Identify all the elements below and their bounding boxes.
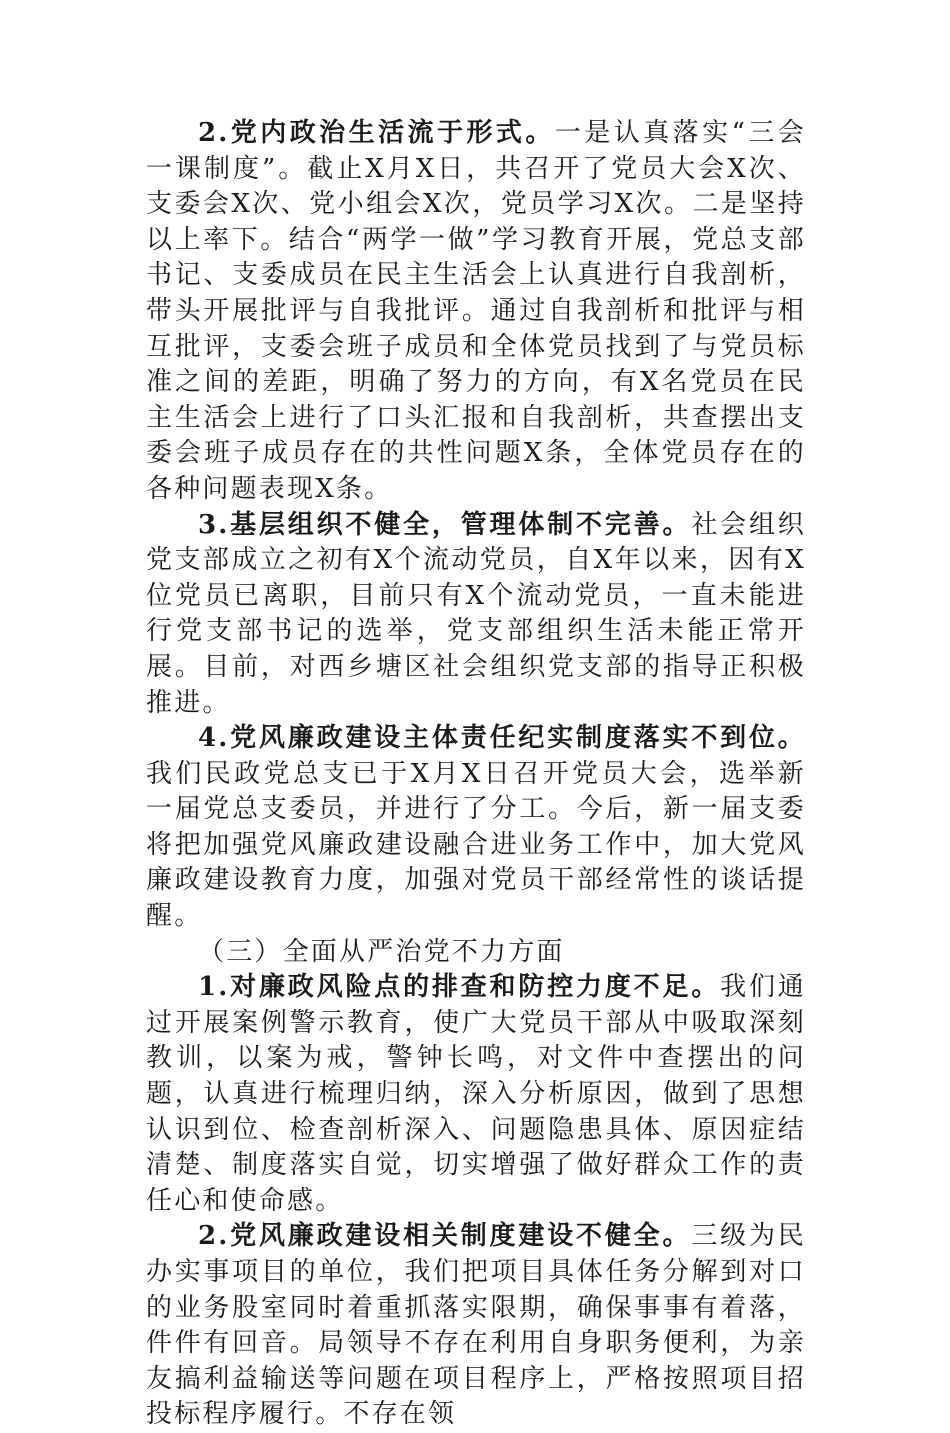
paragraph-lead: 1.对廉政风险点的排查和防控力度不足。	[198, 972, 721, 1003]
paragraph-text: 我们通过开展案例警示教育，使广大党员干部从中吸取深刻教训，以案为戒，警钟长鸣，对文件中查摆出的问题，认真进行梳理归纳，深入分析原因，做到了思想认识到位、检查剖析深入、问题隐患具体、原因症结清楚、制度落实自觉，切实增强了做好群众工作的责任心和使命感。	[146, 972, 806, 1216]
paragraph-system-construction	[146, 1219, 806, 1433]
paragraph-lead: 4.党风廉政建设主体责任纪实制度落实不到位。	[198, 723, 806, 754]
paragraph-text: 三级为民办实事项目的单位，我们把项目具体任务分解到对口的业务股室同时着重抓落实限期，确保事事有着落，件件有回音。局领导不存在利用自身职务便利，为亲友搞利益输送等问题在项目程序上，严格按照项目招投标程序履行。不存在领	[146, 1221, 806, 1430]
section-heading: （三）全面从严治党不力方面	[198, 936, 565, 967]
paragraph-party-political-life	[146, 116, 806, 508]
paragraph-integrity-responsibility	[146, 721, 806, 935]
paragraph-lead: 3.基层组织不健全，管理体制不完善。	[198, 509, 692, 540]
paragraph-lead: 2.党风廉政建设相关制度建设不健全。	[198, 1221, 692, 1252]
paragraph-text: 社会组织党支部成立之初有X个流动党员，自X年以来，因有X位党员已离职，目前只有X个流动党员，一直未能进行党支部书记的选举，党支部组织生活未能正常开展。目前，对西乡塘区社会组织党支部的指导正积极推进。	[146, 509, 806, 718]
paragraph-lead: 2.党内政治生活流于形式。	[198, 118, 555, 148]
paragraph-text: 一是认真落实“三会一课制度”。截止X月X日，共召开了党员大会X次、支委会X次、党小组会X次，党员学习X次。二是坚持以上率下。结合“两学一做”学习教育开展，党总支部书记、支委成员在民主生活会上认真进行自我剖析，带头开展批评与自我批评。通过自我剖析和批评与相互批评，支委会班子成员和全体党员找到了与党员标准之间的差距，明确了努力的方向，有X名党员在民主生活会上进行了口头汇报和自我剖析，共查摆出支委会班子成员存在的共性问题X条，全体党员存在的各种问题表现X条。	[146, 118, 806, 504]
paragraph-grassroots-organization	[146, 508, 806, 722]
paragraph-risk-control	[146, 970, 806, 1219]
document-body	[146, 116, 806, 1433]
paragraph-text: 我们民政党总支已于X月X日召开党员大会，选举新一届党总支委员，并进行了分工。今后，新一届支委将把加强党风廉政建设融合进业务工作中，加大党风廉政建设教育力度，加强对党员干部经常性的谈话提醒。	[146, 758, 806, 932]
